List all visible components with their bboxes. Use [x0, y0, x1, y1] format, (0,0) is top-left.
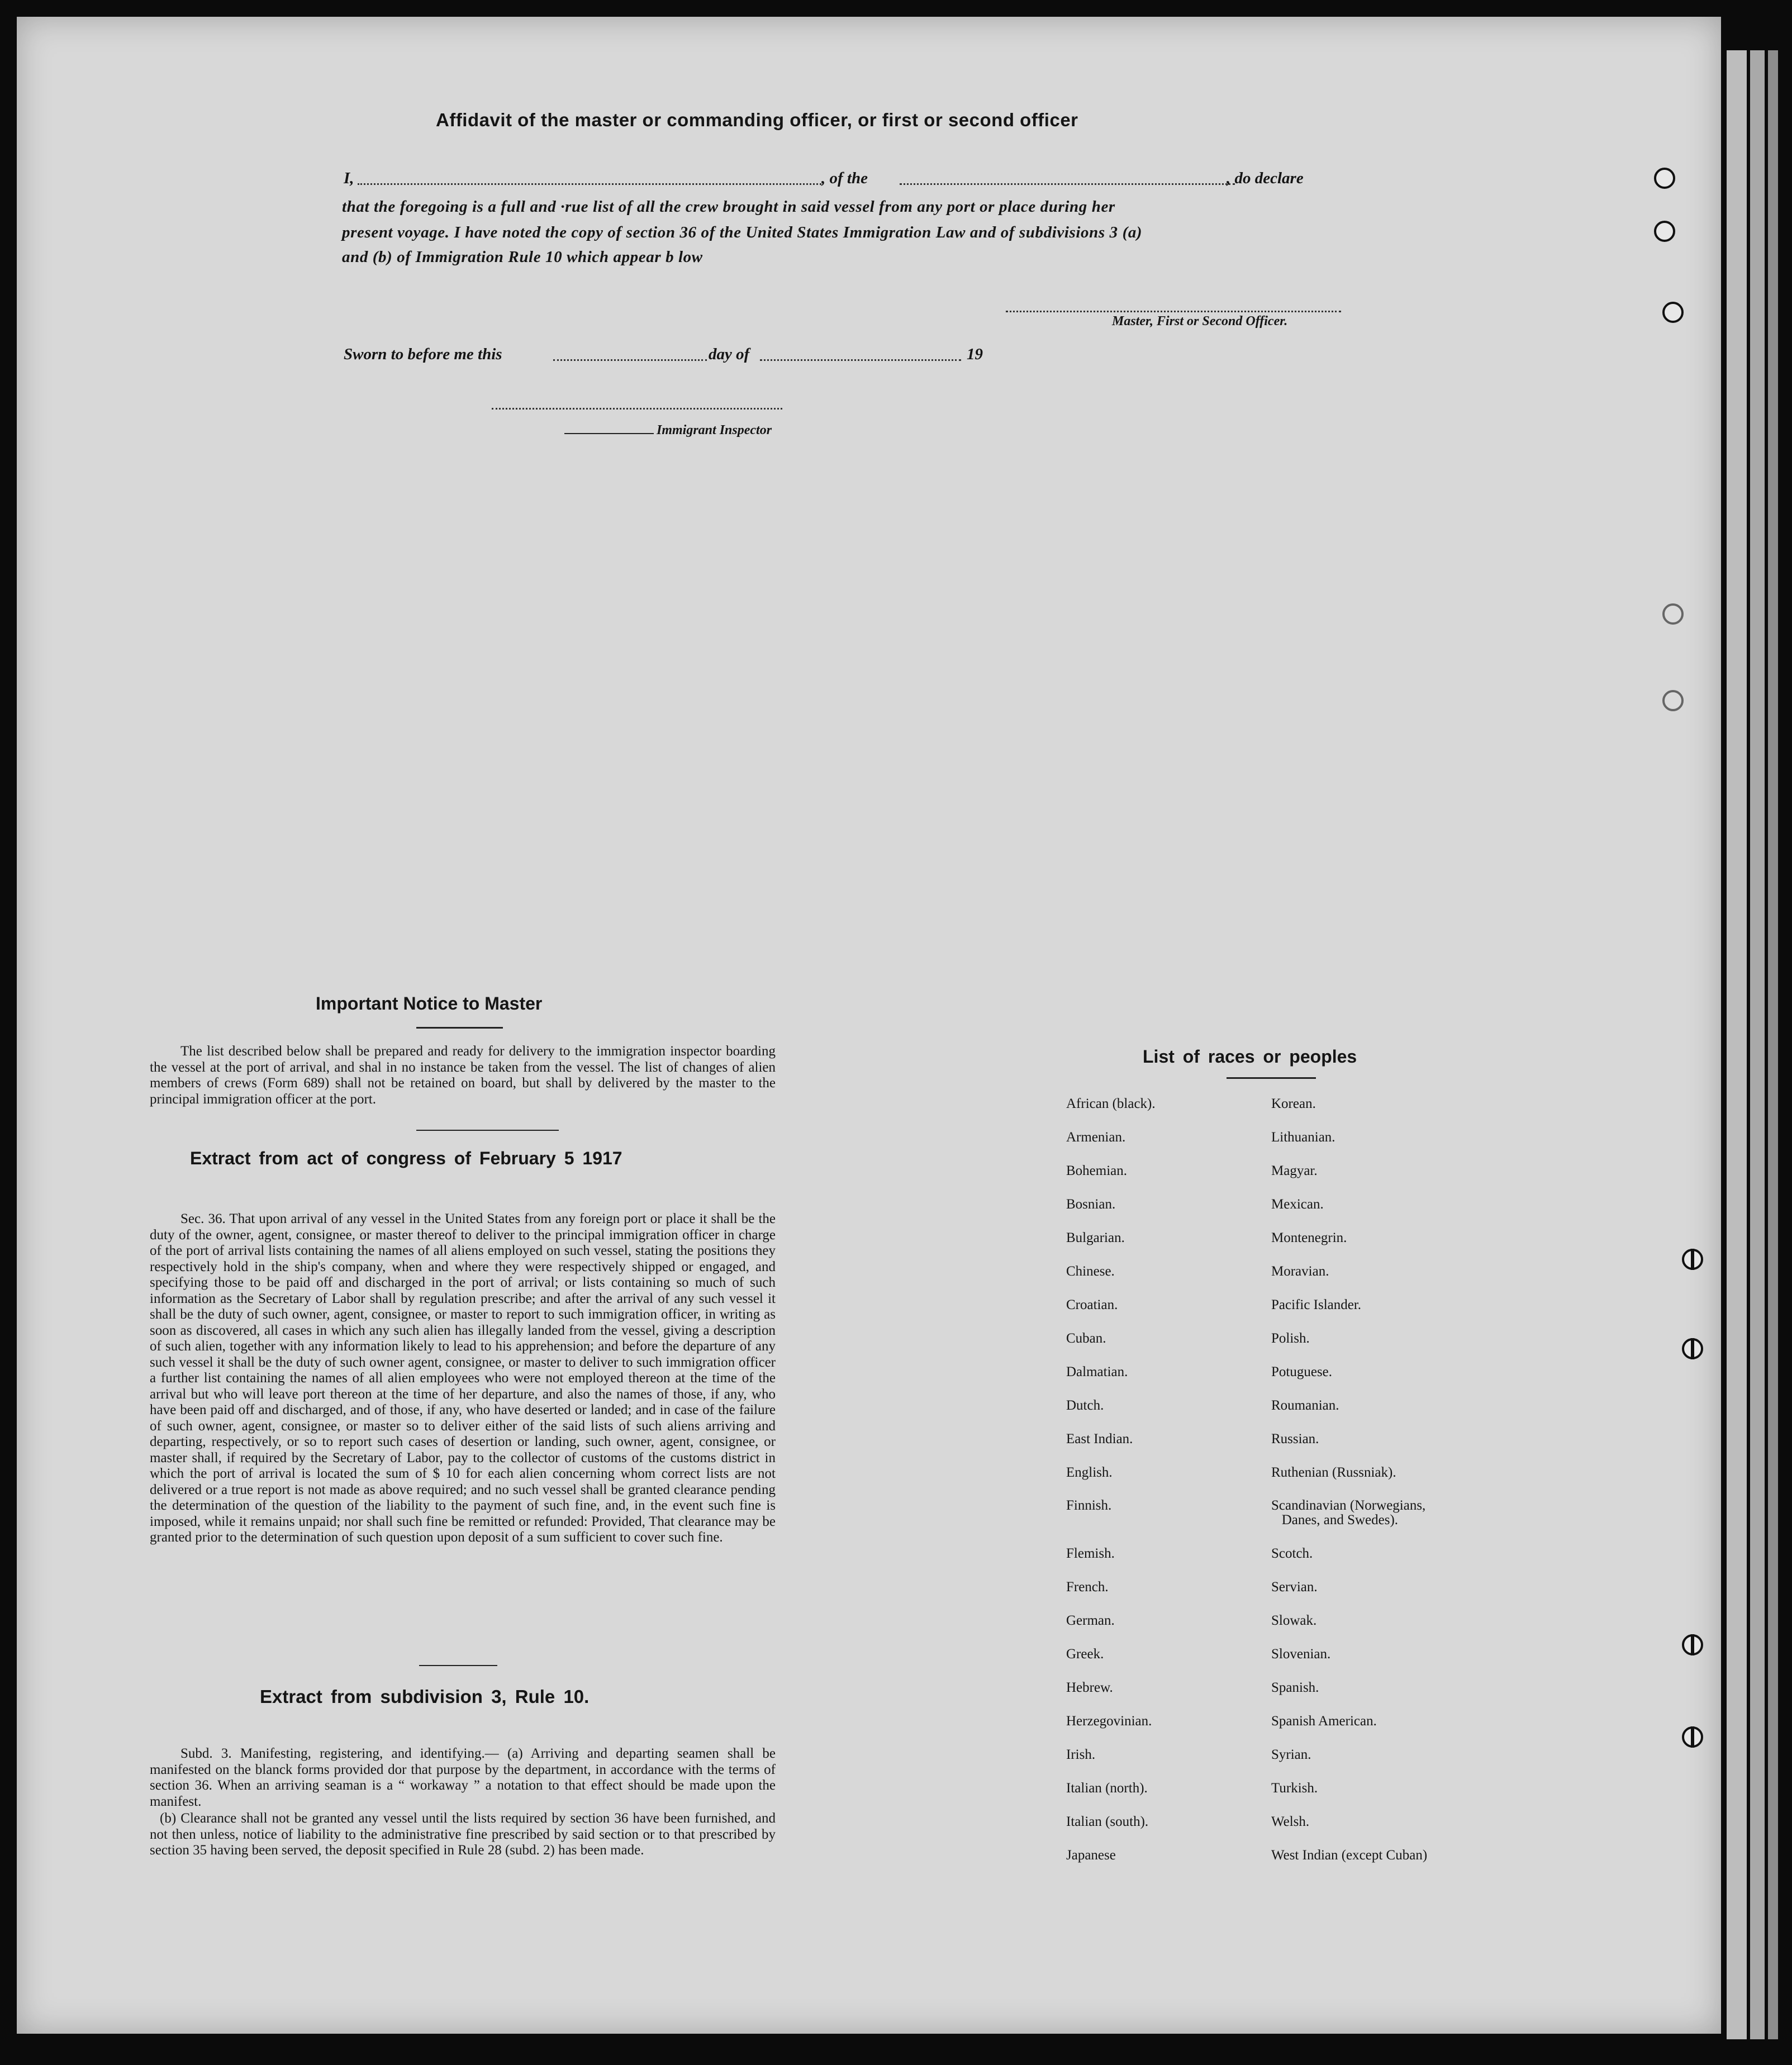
sworn-month-line [760, 359, 961, 361]
race-item: Bulgarian. [1066, 1230, 1125, 1245]
race-item: Russian. [1271, 1431, 1319, 1447]
race-item: Spanish. [1271, 1680, 1319, 1695]
race-item: Syrian. [1271, 1747, 1311, 1762]
race-item: Japanese [1066, 1848, 1116, 1863]
race-item: Scandinavian (Norwegians, Danes, and Swedes). [1271, 1498, 1426, 1528]
extract-rule-para-b: (b) Clearance shall not be granted any vessel until the lists required by section 36 have been furnished, and not then unless, notice of liability to the administrative fine prescribed by said section or to that prescribed by section 35 having been served, the deposit specified in Rule 28 (subd. 2) has been made. [150, 1811, 776, 1858]
race-item: Dalmatian. [1066, 1364, 1128, 1379]
inspector-signature-line [492, 408, 782, 410]
extract-divider [419, 1665, 497, 1666]
race-item: Korean. [1271, 1096, 1316, 1111]
race-item: Italian (north). [1066, 1781, 1148, 1796]
sworn-year: 19 [967, 345, 983, 363]
race-item: Hebrew. [1066, 1680, 1113, 1695]
affidavit-line-4: and (b) of Immigration Rule 10 which appear b low [342, 248, 703, 266]
race-item: Armenian. [1066, 1130, 1126, 1145]
signature-label: Master, First or Second Officer. [1112, 314, 1288, 329]
race-item: Croatian. [1066, 1297, 1118, 1312]
race-item: Pacific Islander. [1271, 1297, 1362, 1312]
binder-hole-icon [1682, 1338, 1703, 1359]
affidavit-of-the: , of the [821, 169, 868, 187]
notice-title-rule [416, 1027, 503, 1029]
race-item: Finnish. [1066, 1498, 1112, 1513]
notice-title: Important Notice to Master [316, 993, 543, 1014]
races-title-rule [1227, 1077, 1316, 1079]
extract-rule-para-a: Subd. 3. Manifesting, registering, and identifying.— (a) Arriving and departing seamen shall be manifested on the blanck forms provided dor that purpose by the department, in accordance with the terms of section 36. When an arriving seaman is a “ workaway ” a notation to that effect should be made upon the manifest. [150, 1746, 776, 1809]
race-item: Slovenian. [1271, 1647, 1331, 1662]
sworn-prefix: Sworn to before me this [344, 345, 502, 363]
race-item: Scotch. [1271, 1546, 1313, 1561]
document-page [17, 17, 1721, 2034]
race-item: Lithuanian. [1271, 1130, 1335, 1145]
race-item: East Indian. [1066, 1431, 1133, 1447]
binder-hole-icon [1682, 1634, 1703, 1655]
race-item: Polish. [1271, 1331, 1310, 1346]
signature-line [1006, 311, 1341, 312]
race-item: Spanish American. [1271, 1714, 1377, 1729]
binder-hole-icon [1682, 1249, 1703, 1270]
race-item: Irish. [1066, 1747, 1096, 1762]
affidavit-title: Affidavit of the master or commanding officer, or first or second officer [436, 110, 1078, 130]
page-edge [1750, 50, 1765, 2039]
race-item: Italian (south). [1066, 1814, 1149, 1829]
binder-hole-icon [1662, 603, 1684, 625]
race-item: Potuguese. [1271, 1364, 1333, 1379]
race-item: Cuban. [1066, 1331, 1106, 1346]
name-blank-line [358, 183, 821, 185]
race-item: Slowak. [1271, 1613, 1317, 1628]
race-item: Greek. [1066, 1647, 1104, 1662]
race-item: Montenegrin. [1271, 1230, 1347, 1245]
extract-rule-title: Extract from subdivision 3, Rule 10. [260, 1686, 590, 1707]
affidavit-name-prefix: I, [344, 169, 354, 187]
race-item: Servian. [1271, 1579, 1318, 1595]
binder-hole-icon [1654, 221, 1675, 242]
extract-act-title: Extract from act of congress of February 5 1917 [190, 1148, 622, 1168]
race-item: Chinese. [1066, 1264, 1115, 1279]
race-item: West Indian (except Cuban) [1271, 1848, 1428, 1863]
race-item: German. [1066, 1613, 1115, 1628]
vessel-blank-line [900, 183, 1235, 185]
race-item: Moravian. [1271, 1264, 1329, 1279]
sworn-day-of: day of [709, 345, 750, 363]
races-left-column [1066, 1096, 1156, 1881]
sworn-day-line [553, 359, 707, 361]
race-item: Dutch. [1066, 1398, 1104, 1413]
extract-act-text: Sec. 36. That upon arrival of any vessel in the United States from any foreign port or place it shall be the duty of the owner, agent, consignee, or master thereof to deliver to the principal immigration officer in charge of the port of arrival lists containing the names of all aliens employed on such vessel, stating the positions they respectively hold in the ship's company, when and where they were respectively shipped or engaged, and specifying those to be paid off and discharged in the port of arrival; or lists containing so much of such information as the Secretary of Labor shall by regulation prescribe; and after the arrival of any such vessel it shall be the duty of such owner, agent, consignee, or master to report to such immigration officer, in writing as soon as discovered, all cases in which any such alien has illegally landed from the vessel, giving a description of such alien, together with any information likely to lead to his apprehension; and before the departure of any such vessel it shall be the duty of such owner agent, consignee, or master to deliver to such immigration officer a further list containing the names of all alien employees who were not employed thereon at the time of the arrival but who will leave port thereon at the time of her departure, and also the names of those, if any, who have been paid off and discharged, and of those, if any, who have deserted or landed; and in case of the failure of such owner, agent, consignee, or master so to deliver either of the said lists of such aliens arriving and departing, respectively, or so to report such cases of desertion or landing, such owner, agent, consignee, or master shall, if required by the Secretary of Labor, pay to the collector of customs of the customs district in which the port of arrival is located the sum of $ 10 for each alien concerning whom correct lists are not delivered or a true report is not made as above required; and no such vessel shall be granted clearance pending the determination of the question of the liability to the payment of such fine, and, in the event such fine is imposed, while it remains unpaid; nor shall such fine be remitted or refunded: Provided, That clearance may be granted prior to the determination of such question upon deposit of a sum sufficient to cover such fine. [150, 1211, 776, 1545]
race-item: English. [1066, 1465, 1113, 1480]
binder-hole-icon [1662, 690, 1684, 711]
binder-hole-icon [1654, 168, 1675, 189]
races-right-column [1271, 1096, 1427, 1881]
race-item: French. [1066, 1579, 1109, 1595]
race-item: African (black). [1066, 1096, 1156, 1111]
race-item: Mexican. [1271, 1197, 1324, 1212]
affidavit-line-3: present voyage. I have noted the copy of section 36 of the United States Immigration Law and of subdivisions 3 (a) [342, 223, 1143, 241]
binder-hole-icon [1682, 1726, 1703, 1748]
race-item: Turkish. [1271, 1781, 1318, 1796]
notice-text: The list described below shall be prepared and ready for delivery to the immigration inspector boarding the vessel at the port of arrival, and shal in no instance be taken from the vessel. The list of changes of alien members of crews (Form 689) shall not be retained on board, but shall by delivered by the master to the principal immigration officer at the port. [150, 1044, 776, 1107]
race-item: Bosnian. [1066, 1197, 1116, 1212]
race-item: Magyar. [1271, 1163, 1318, 1178]
binder-hole-icon [1662, 302, 1684, 323]
inspector-label: Immigrant Inspector [657, 423, 772, 437]
race-item: Flemish. [1066, 1546, 1115, 1561]
race-item: Bohemian. [1066, 1163, 1128, 1178]
affidavit-line-2: that the foregoing is a full and ·rue list of all the crew brought in said vessel from any port or place during her [342, 198, 1115, 216]
races-title: List of races or peoples [1143, 1046, 1357, 1067]
inspector-underline [564, 433, 654, 434]
page-edge [1727, 50, 1747, 2039]
page-edge [1768, 50, 1778, 2039]
race-item: Roumanian. [1271, 1398, 1339, 1413]
affidavit-declare: , do declare [1227, 169, 1304, 187]
race-item: Herzegovinian. [1066, 1714, 1152, 1729]
race-item: Welsh. [1271, 1814, 1310, 1829]
notice-divider [416, 1130, 559, 1131]
race-item: Ruthenian (Russniak). [1271, 1465, 1396, 1480]
